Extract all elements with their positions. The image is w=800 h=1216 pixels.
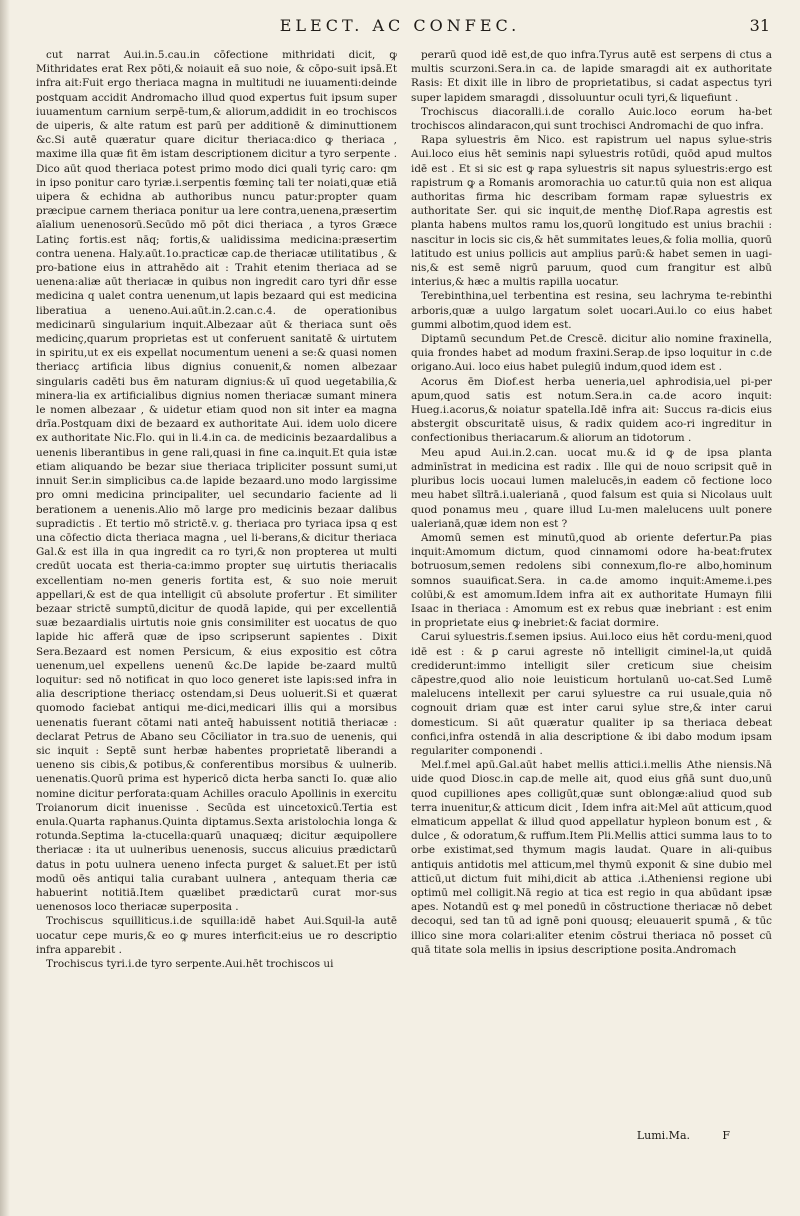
page-header xyxy=(0,16,800,38)
paragraph: Meu apud Aui.in.2.can. uocat mu.& id ꝙ de ipsa planta adminīstrat in medicina est radix . Ille qui de nouo scripsit quē in pluribus locis uocaui lumen malelucēs,in eadem cō fectione loco meu habet sīltrā.i.ualerianā , quod falsum est quia si Nicolaus uult quod ponamus meu , quare illud Lu-men malelucens uult ponere ualerianā,quæ idem non est ? xyxy=(411,446,772,530)
right-column xyxy=(411,48,772,1146)
paragraph: Rapa syluestris ēm Nico. est rapistrum uel napus sylue-stris Aui.loco eius hēt seminis napi syluestris rotūdi, quōd apud multos idē est . Et si sic est ꝙ rapa syluestris sit napus syluestris:ergo est rapistrum ꝙ a Romanis aromorachia uo catur.tū quia non est aliqua authoritas firma hic describam formam rapæ syluestris ex authoritate Ser. qui sic inquit,de menthę Diof.Rapa agrestis est planta habens multos ramu los,quorū longitudo est unius brachii : nascitur in locis sic cis,& hēt summitates leues,& folia mollia, quorū latitudo est unius pollicis aut amplius parū:& habet semen in uagi-nis,& est semē nigrū paruum, quod cum frangitur est albū interius,& hæc a multis rapilla uocatur. xyxy=(411,134,772,289)
paragraph: Trochiscus tyri.i.de tyro serpente.Aui.hēt trochiscos ui xyxy=(46,958,334,970)
paragraph: Acorus ēm Diof.est herba ueneria,uel aphrodisia,uel pi-per apum,quod satis est notum.Sera.in ca.de acoro inquit: Hueg.i.acorus,& noiatur spatella.Idē infra ait: Succus ra-dicis eius abstergit obscuritatē uisus, & radix quidem aco-ri ingreditur in confectionibus theriacarum.& aliorum an tidotorum . xyxy=(411,375,772,445)
paragraph: Amomū semen est minutū,quod ab oriente defertur.Pa pias inquit:Amomum dictum, quod cinnamomi odore ha-beat:frutex botruosum,semen redolens sibi connexum,flo-re albo,hominum somnos suauificat.Sera. in ca.de amomo inquit:Ameme.i.pes colūbi,& est amomum.Idem infra ait ex authoritate Humayn filii Isaac in theriaca : Amomum est ex rebus quæ inebriant : est enim in proprietate eius ꝙ inebriet:& faciat dormire. xyxy=(411,531,772,630)
text-columns xyxy=(36,48,772,1146)
left-column xyxy=(36,48,397,1146)
paragraph: Mel.f.mel apū.Gal.aūt habet mellis attici.i.mellis Athe niensis.Nā uide quod Diosc.in cap.de melle ait, quod eius gñā sunt duo,unū quod cupilliones apes colligūt,quæ sunt oblongæ:aliud quod sub terra inuenitur,& atticum dicit , Idem infra ait:Mel aūt atticum,quod elmaticum appellat & illud quod appellatur hypleon bonum est , & dulce , & odoratum,& ruffum.Item Pli.Mellis attici summa laus to to orbe existimat,sed thymum magis laudat. Quare in ali-quibus antiquis antidotis mel atticum,mel thymū exponit & sine dubio mel atticū,ut dictum fuit mihi,dicit ab attica .i.Atheniensi regione ubi optimū mel colligit.Nā regio at tica est regio in qua abūdant ipsæ apes. Notandū est ꝙ mel ponedū in cōstructione theriacæ nō debet decoqui, sed tan tū ad ignē poni quousq; eleuauerit spumā , & tūc illico sine mora colari:aliter etenim cōstrui theriaca nō posset cū quā titate sola mellis in ipsius descriptione posita.Andromach xyxy=(411,759,772,956)
signature-mark: F xyxy=(722,1129,730,1142)
paragraph: Carui syluestris.f.semen ipsius. Aui.loco eius hēt cordu-meni,quod idē est : & ꝑ carui agreste nō intelligit ciminel-la,ut quidā crediderunt:immo intelligit siler creticum siue cheisim cāpestre,quod alio noie leuisticum hortulanū uo-cat.Sed Lumē malelucens intellexit per carui syluestre ca rui usuale,quia nō cognouit driam quæ est inter carui sylue stre,& inter carui domesticum. Si aūt quæratur qualiter ip sa theriaca debeat confici,infra ostendā in alia descriptione & ibi dabo modum ipsam regulariter componendi . xyxy=(411,631,772,757)
catchword: Lumi.Ma. xyxy=(636,1129,690,1142)
paragraph: Trochiscus squilliticus.i.de squilla:idē habet Aui.Squil-la autē uocatur cepe muris,& eo ꝙ mures interficit:eius ue ro descriptio infra apparebit . xyxy=(36,915,397,956)
paragraph: cut narrat Aui.in.5.cau.in cōfectione mithridati dicit, ꝙ Mithridates erat Rex pōti,& noiauit eā suo noie, & cōpo-suit ipsā.Et infra ait:Fuit ergo theriaca magna in multitudi ne iuuamenti:deinde postquam accidit Andromacho illud quod expertus fuit ipsum super iuuamentum carnium serpē-tum,& aliorum,addidit in eo trochiscos de uiperis, & alte ratum est parū per additionē & diminuttionem &c.Si autē quæratur quare dicitur theriaca:dico ꝙ theriaca , maxime illa quæ fit ēm istam descriptionem dicitur a tyro serpente . Dico aūt quod theriaca potest primo modo dici quali tyriç caro: qm in ipso ponitur caro tyriæ.i.serpentis fœminç tali ter noiati,quæ etiā uipera & echidna ab authoribus nuncu patur:propter quam præcipue carnem theriaca ponitur ua lere contra,uenena,præsertim aīalium uenenosorū.Secūdo mō pōt dici theriaca , a tyros Græce Latinç fortis.est nāq; fortis,& ualidissima medicina:præsertim contra uenena. Haly.aūt.1o.practicæ cap.de theriacæ utilitatibus , & pro-batione eius in attrahēdo ait : Trahit etenim theriaca ad se uenena:aliæ aūt theriacæ in quibus non ingredit caro tyri dñr esse medicina q ualet contra uenenum,ut lapis bezaard qui est medicina liberatiua a ueneno.Aui.aūt.in.2.can.c.4. de operationibus medicinarū singularium inquit.Albezaar aūt & theriaca sunt oēs medicinç,quarum proprietas est ut conferuent sanitatē & uirtutem in spiritu,ut ex eis expellat nocumentum ueneni a se:& quasi nomen theriacç artificia libus dignius conuenit,& nomen albezaar singularis cadēti bus ēm naturam dignius:& uī quod uegetabilia,& minera-lia ex artificialibus dignius nomen theriacæ sumant minera le nomen albezaar , & uidetur etiam quod non sit inter ea magna drīa.Postquam dixi de bezaard ex authoritate Aui. idem uolo dicere ex authoritate Nic.Flo. qui in li.4.in ca. de medicinis bezaardalibus a uenenis liberantibus in gene rali,quasi in fine ca.inquit.Et quia istæ etiam aliquando be bezar siue theriaca tripliciter possunt sumi,ut innuit Ser.in simplicibus ca.de lapide bezaard.uno modo largissime pro omni medicina principaliter, uel secundario faciente ad li berationem a uenenis.Alio mō large pro medicinis bezaar dalibus supradictis . Et tertio mō strictē.v. g. theriaca pro tyriaca ipsa q est una cōfectio dicta theriaca magna , uel li-berans,& dicitur theriaca Gal.& est illa in qua ingredit ca ro tyri,& non propterea ut multi credūt uocata est theria-ca:immo propter suę uirtutis theriacalis excellentiam no-men generis fortita est, & suo noie meruit appellari,& est de qua intelligit cū absolute profertur . Et similiter bezaar strictē sumptū,dicitur de quodā lapide, qui per excellentiā suæ bezaardialis uirtutis noie gnis consimiliter est uocatus de quo lapide hic afferā quæ de ipso scripserunt sapientes . Dixit Sera.Bezaard est nomen Persicum, & eius expositio est cōtra uenenum,uel expellens uenenū &c.De lapide be-zaard multū loquitur: sed nō notificat in quo loco generet iste lapis:sed infra in alia descriptione theriacç ostendam,si Deus uoluerit.Si et quærat quomodo faciebat antiqui me-dici,medicari illis qui a morsibus uenenatis fuerant cōtami nati anteq̄ habuissent notitiā theriacæ : declarat Petrus de Abano seu Cōciliator in tra.suo de uenenis, qui sic inquit : Septē sunt herbæ habentes proprietatē liberandi a ueneno sis cibis,& potibus,& conferentibus morsibus & uulnerib. uenenatis.Quorū prima est hypericō dicta herba sancti Io. quæ alio nomine dicitur perforata:quam Achilles oraculo Apollinis in exercitu Troianorum dicit inuenisse . Secūda est uincetoxicū.Tertia est enula.Quarta raphanus.Quinta diptamus.Sexta aristolochia longa & rotunda.Septima la-ctucella:quarū unaquæq; dicitur æquipollere theriacæ : ita ut uulneribus uenenosis, succus alicuius prædictarū datus in potu uulnera ueneno infecta purget & saluet.Et per istū modū oēs antiqui talia curabant uulnera , antequam theria cæ habuerint notitiā.Item quælibet prædictarū curat mor-sus uenenosos loco theriacæ superposita . xyxy=(36,49,397,914)
gutter-shadow xyxy=(0,0,10,1216)
page-number: 31 xyxy=(749,16,770,35)
running-title: ELECT. AC CONFEC. xyxy=(279,16,521,35)
paragraph: Diptamū secundum Pet.de Crescē. dicitur alio nomine fraxinella, quia frondes habet ad modum fraxini.Serap.de ipso loquitur in c.de origano.Aui. loco eius habet pulegiū indum,quod idem est . xyxy=(411,333,772,374)
paragraph: perarū quod idē est,de quo infra.Tyrus autē est serpens di ctus a multis scurzoni.Sera.in ca. de lapide smaragdi ait ex authoritate Rasis: Et dixit ille in libro de proprietatibus, si cadat aspectus tyri super lapidem smaragdi , dissoluuntur oculi tyri,& liquefiunt . xyxy=(411,49,772,104)
paragraph: Trochiscus diacoralli.i.de corallo Auic.loco eorum ha-bet trochiscos alindaracon,qui sunt trochisci Andromachi de quo infra. xyxy=(411,105,772,133)
paragraph: Terebinthina,uel terbentina est resina, seu lachryma te-rebinthi arboris,quæ a uulgo largatum solet uocari.Aui.lo co eius habet gummi albotim,quod idem est. xyxy=(411,290,772,331)
